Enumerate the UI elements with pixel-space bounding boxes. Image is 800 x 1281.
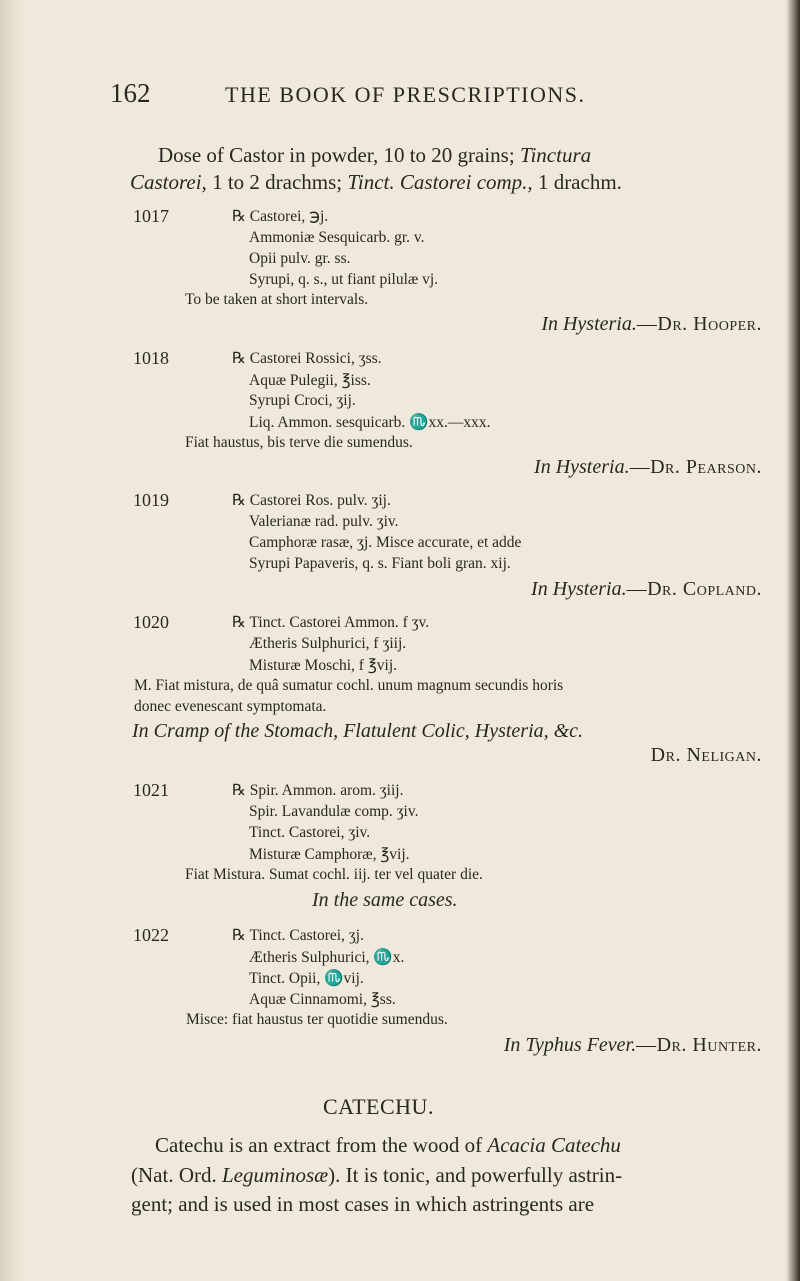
attribution-indication: In Cramp of the Stomach, Flatulent Colic, Hysteria, &c.	[132, 720, 584, 742]
attribution: In Typhus Fever.—Dr. Hunter.	[503, 1034, 762, 1056]
prescription-line: M. Fiat mistura, de quâ sumatur cochl. unum magnum secundis horis	[134, 677, 564, 694]
prescription-line: Fiat haustus, bis terve die sumendus.	[185, 434, 413, 451]
prescription-line: Ætheris Sulphurici, f ʒiij.	[249, 635, 407, 652]
prescription-line: Spir. Lavandulæ comp. ʒiv.	[249, 803, 419, 820]
prescription-line: Liq. Ammon. sesquicarb. ♏xx.—xxx.	[249, 414, 491, 431]
prescription-line: Opii pulv. gr. ss.	[249, 250, 351, 267]
paragraph-line-2: (Nat. Ord. Leguminosæ). It is tonic, and powerfully astrin-	[131, 1163, 623, 1187]
prescription-line: ℞ Tinct. Castorei Ammon. f ʒv.	[232, 614, 430, 631]
prescription-line: To be taken at short intervals.	[185, 291, 369, 308]
prescription-line: Camphoræ rasæ, ʒj. Misce accurate, et adde	[249, 534, 522, 551]
prescription-line: Tinct. Castorei, ʒiv.	[249, 824, 371, 841]
prescription-number: 1022	[133, 925, 169, 945]
prescription-line: Syrupi, q. s., ut fiant pilulæ vj.	[249, 271, 439, 288]
prescription-line: ℞ Spir. Ammon. arom. ʒiij.	[232, 782, 404, 799]
attribution: In Hysteria.—Dr. Copland.	[531, 578, 762, 600]
page-number: 162	[110, 78, 151, 108]
prescription-line: donec evenescant symptomata.	[134, 698, 327, 715]
prescription-line: Misce: fiat haustus ter quotidie sumendus.	[186, 1011, 448, 1028]
attribution: In Hysteria.—Dr. Pearson.	[534, 456, 762, 478]
page-edge-right	[786, 0, 800, 1281]
prescription-line: Syrupi Papaveris, q. s. Fiant boli gran. xij.	[249, 555, 511, 572]
paragraph-line-1: Catechu is an extract from the wood of Acacia Catechu	[155, 1133, 621, 1157]
prescription-line: Ætheris Sulphurici, ♏x.	[249, 949, 405, 966]
paragraph-line-3: gent; and is used in most cases in which astringents are	[131, 1192, 595, 1216]
prescription-number: 1020	[133, 612, 169, 632]
prescription-number: 1017	[133, 206, 169, 226]
prescription-line: Aquæ Pulegii, ℥iss.	[249, 372, 371, 389]
prescription-line: ℞ Tinct. Castorei, ʒj.	[232, 927, 364, 944]
prescription-line: ℞ Castorei Rossici, ʒss.	[232, 350, 382, 367]
prescription-line: ℞ Castorei, ℈j.	[232, 208, 329, 225]
attribution: In the same cases.	[312, 889, 458, 911]
intro-line-1: Dose of Castor in powder, 10 to 20 grains; Tinctura	[158, 143, 592, 167]
prescription-line: Valerianæ rad. pulv. ʒiv.	[249, 513, 399, 530]
running-head	[110, 78, 770, 118]
attribution: In Hysteria.—Dr. Hooper.	[541, 313, 762, 335]
prescription-line: Misturæ Moschi, f ℥vij.	[249, 657, 398, 674]
prescription-number: 1019	[133, 490, 169, 510]
prescription-line: Tinct. Opii, ♏vij.	[249, 970, 364, 987]
attribution-author: Dr. Neligan.	[650, 744, 762, 766]
intro-line-2: Castorei, 1 to 2 drachms; Tinct. Castorei comp., 1 drachm.	[130, 170, 622, 194]
prescription-number: 1021	[133, 780, 169, 800]
prescription-number: 1018	[133, 348, 169, 368]
prescription-line: Misturæ Camphoræ, ℥vij.	[249, 846, 410, 863]
section-heading: CATECHU.	[323, 1094, 434, 1119]
page-edge-left	[0, 0, 26, 1281]
prescription-line: Ammoniæ Sesquicarb. gr. v.	[249, 229, 425, 246]
book-title: THE BOOK OF PRESCRIPTIONS.	[225, 82, 586, 107]
prescription-line: Syrupi Croci, ʒij.	[249, 392, 356, 409]
prescription-line: ℞ Castorei Ros. pulv. ʒij.	[232, 492, 391, 509]
prescription-line: Fiat Mistura. Sumat cochl. iij. ter vel quater die.	[185, 866, 483, 883]
prescription-line: Aquæ Cinnamomi, ℥ss.	[249, 991, 396, 1008]
